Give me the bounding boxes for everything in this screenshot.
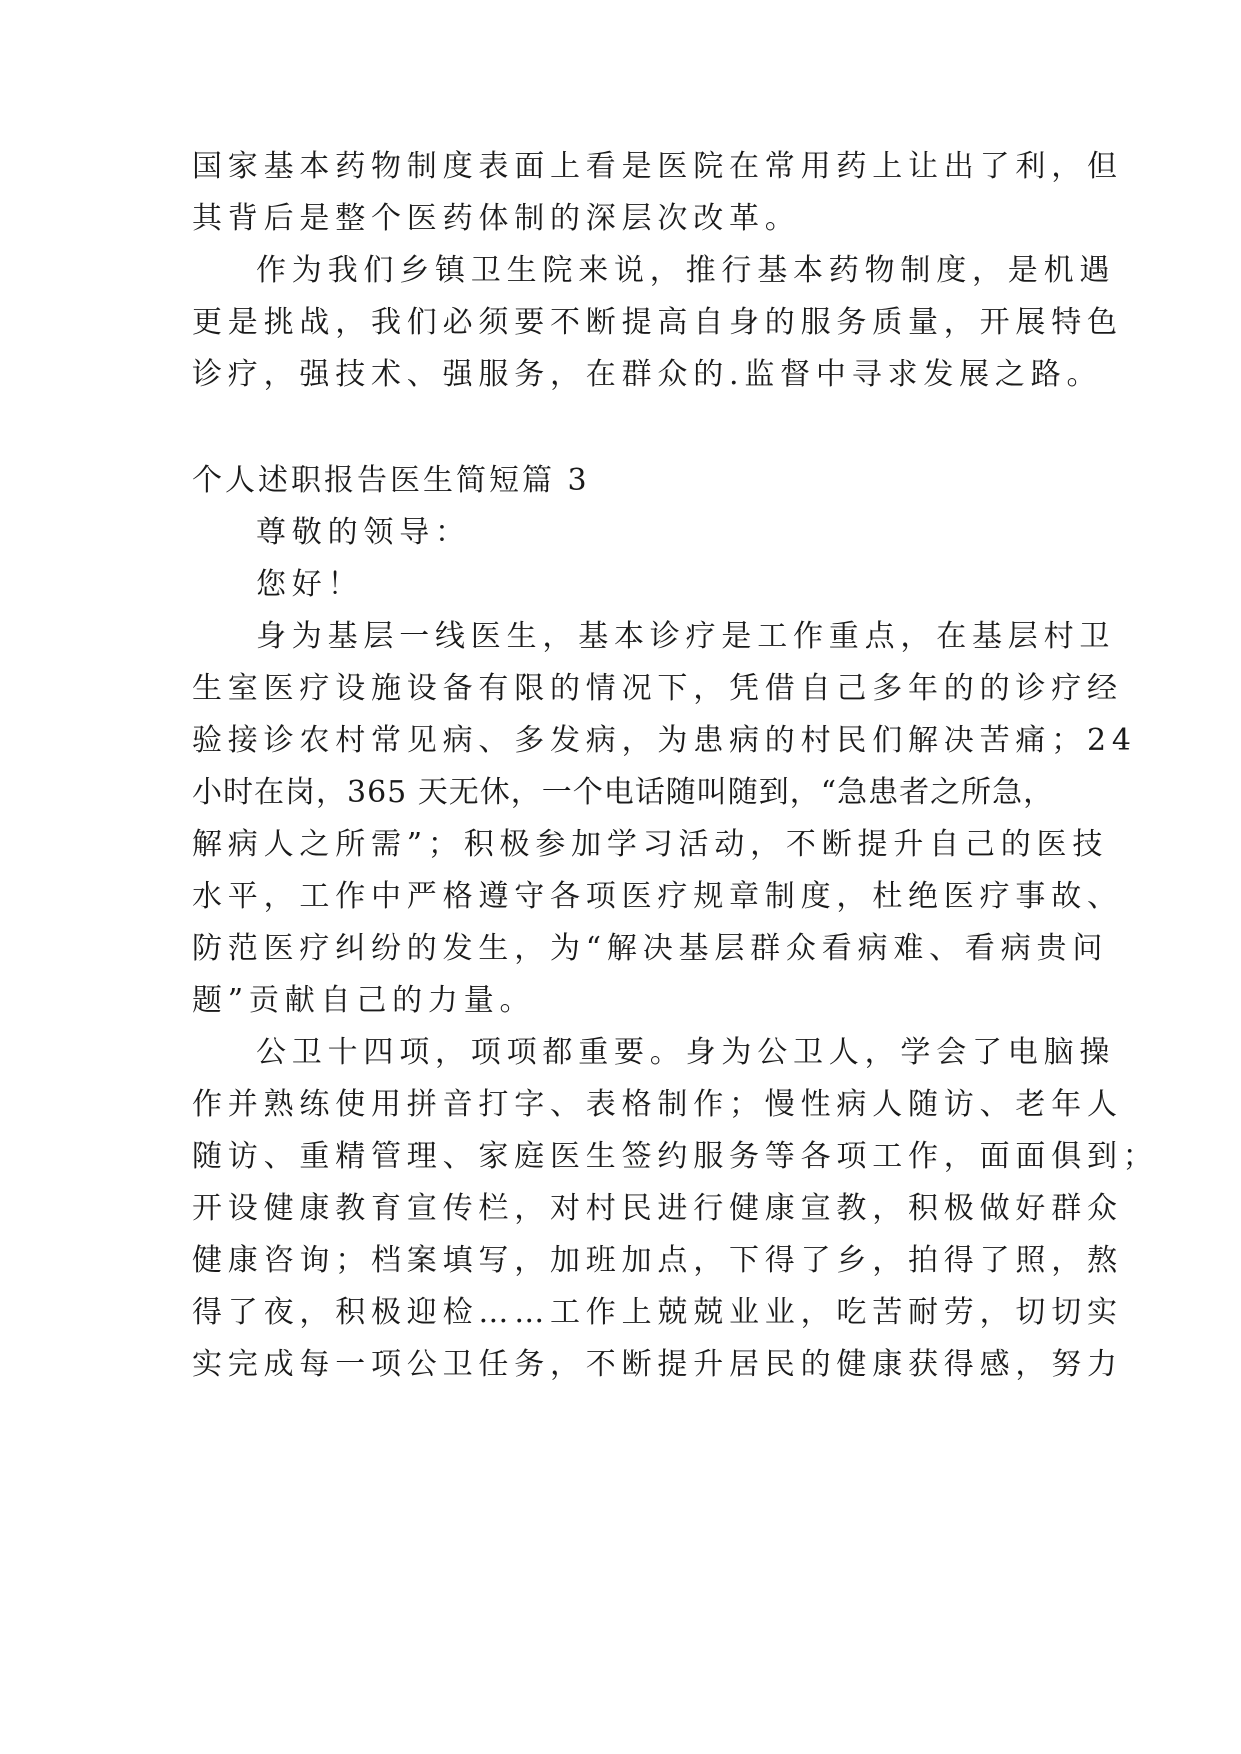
- paragraph-line: 作为我们乡镇卫生院来说，推行基本药物制度，是机遇: [256, 253, 1116, 288]
- section-heading: 个人述职报告医生简短篇 3: [192, 463, 590, 498]
- salutation: 尊敬的领导：: [256, 515, 471, 550]
- paragraph-line: 生室医疗设施设备有限的情况下，凭借自己多年的的诊疗经: [192, 671, 1123, 706]
- paragraph-line: 更是挑战，我们必须要不断提高自身的服务质量，开展特色: [192, 305, 1123, 340]
- paragraph-line: 国家基本药物制度表面上看是医院在常用药上让出了利，但: [192, 149, 1123, 184]
- paragraph-line: 身为基层一线医生，基本诊疗是工作重点，在基层村卫: [256, 619, 1116, 654]
- paragraph-line: 随访、重精管理、家庭医生签约服务等各项工作，面面俱到；: [192, 1139, 1159, 1174]
- paragraph-line: 诊疗，强技术、强服务，在群众的.监督中寻求发展之路。: [192, 357, 1103, 392]
- paragraph-line: 公卫十四项，项项都重要。身为公卫人，学会了电脑操: [256, 1035, 1116, 1070]
- paragraph-line: 水平，工作中严格遵守各项医疗规章制度，杜绝医疗事故、: [192, 879, 1123, 914]
- paragraph-line: 得了夜，积极迎检……工作上兢兢业业，吃苦耐劳，切切实: [192, 1295, 1123, 1330]
- paragraph-line: 其背后是整个医药体制的深层次改革。: [192, 201, 801, 236]
- paragraph-line: 作并熟练使用拼音打字、表格制作；慢性病人随访、老年人: [192, 1087, 1123, 1122]
- paragraph-line: 实完成每一项公卫任务，不断提升居民的健康获得感，努力: [192, 1347, 1123, 1382]
- greeting: 您好！: [256, 567, 364, 602]
- paragraph-line: 题”贡献自己的力量。: [192, 983, 536, 1018]
- paragraph-line: 解病人之所需”；积极参加学习活动，不断提升自己的医技: [192, 827, 1109, 862]
- paragraph-line: 防范医疗纠纷的发生，为“解决基层群众看病难、看病贵问: [192, 931, 1109, 966]
- paragraph-line: 开设健康教育宣传栏，对村民进行健康宣教，积极做好群众: [192, 1191, 1123, 1226]
- paragraph-line: 健康咨询；档案填写，加班加点，下得了乡，拍得了照，熬: [192, 1243, 1123, 1278]
- paragraph-line: 小时在岗，365 天无休，一个电话随叫随到，“急患者之所急，: [192, 775, 1055, 810]
- paragraph-line: 验接诊农村常见病、多发病，为患病的村民们解决苦痛；24: [192, 723, 1137, 758]
